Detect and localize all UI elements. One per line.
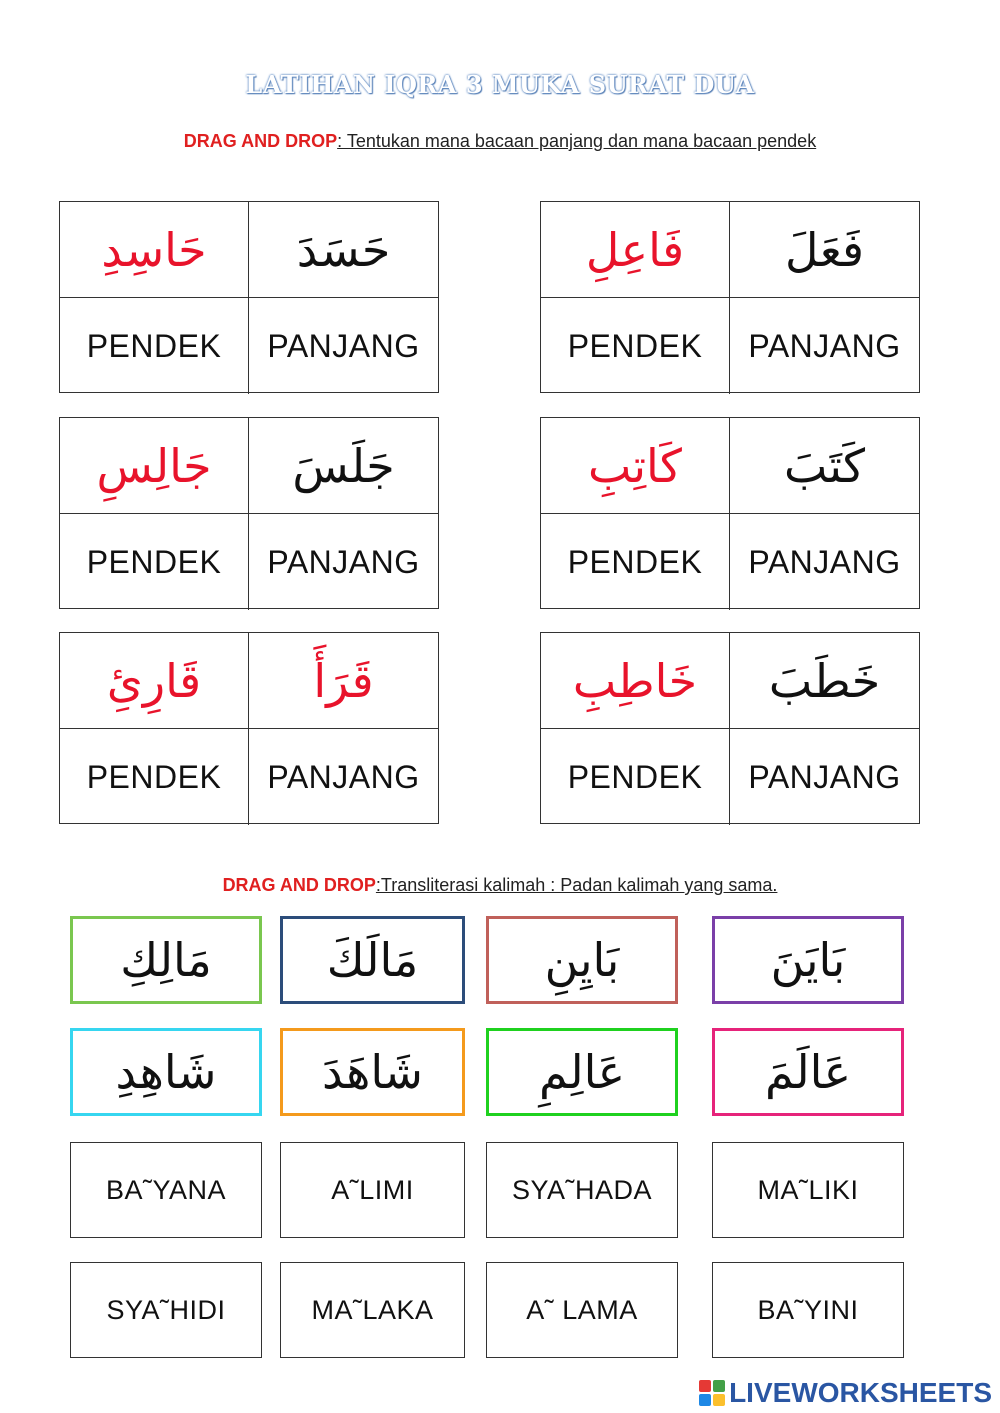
- logo-square: [713, 1394, 725, 1406]
- arabic-word: قَارِئِ: [106, 653, 202, 708]
- label-text[interactable]: PENDEK: [86, 758, 222, 795]
- arabic-word: مَالَكَ: [326, 933, 419, 987]
- transliteration-card[interactable]: [486, 1262, 678, 1358]
- word-cell-short: [249, 633, 438, 729]
- transliteration-text[interactable]: SYA˜HIDI: [106, 1294, 226, 1325]
- instruction-2: [120, 871, 880, 900]
- arabic-word: بَايِنِ: [544, 933, 620, 987]
- word-cell-long: [541, 418, 730, 514]
- brand-name: LIVEWORKSHEETS: [729, 1377, 992, 1408]
- arabic-word: فَعَلَ: [784, 222, 865, 277]
- transliteration-text[interactable]: BA˜YINI: [757, 1294, 859, 1325]
- label-text[interactable]: PENDEK: [567, 758, 703, 795]
- drop-label-panjang[interactable]: [730, 514, 919, 610]
- label-text[interactable]: PENDEK: [86, 543, 222, 580]
- word-cell-short: [730, 633, 919, 729]
- arabic-word: قَرَأَ: [313, 653, 374, 708]
- instruction-2-lead: DRAG AND DROP: [222, 875, 376, 895]
- arabic-word: جَالِسِ: [96, 438, 212, 493]
- word-cell-short: [249, 418, 438, 514]
- transliteration-card[interactable]: [70, 1262, 262, 1358]
- label-text[interactable]: PANJANG: [267, 758, 420, 795]
- transliteration-text[interactable]: SYA˜HADA: [511, 1174, 653, 1205]
- reading-pair: [540, 632, 920, 824]
- transliteration-card[interactable]: [712, 1142, 904, 1238]
- drop-label-pendek[interactable]: [541, 729, 730, 825]
- reading-pair: [540, 417, 920, 609]
- word-cell-long: [541, 202, 730, 298]
- logo-square: [713, 1380, 725, 1392]
- label-text[interactable]: PANJANG: [748, 543, 901, 580]
- word-cell-long: [541, 633, 730, 729]
- word-cell-long: [60, 633, 249, 729]
- transliteration-card[interactable]: [70, 1142, 262, 1238]
- label-text[interactable]: PANJANG: [267, 327, 420, 364]
- word-card: [70, 916, 262, 1004]
- instruction-2-text: :Transliterasi kalimah : Padan kalimah yang sama.: [375, 875, 778, 895]
- drop-label-panjang[interactable]: [730, 298, 919, 394]
- word-cell-long: [60, 418, 249, 514]
- label-text[interactable]: PANJANG: [267, 543, 420, 580]
- arabic-word: كَتَبَ: [784, 438, 865, 493]
- arabic-word: عَالَمَ: [764, 1045, 852, 1099]
- label-text[interactable]: PANJANG: [748, 327, 901, 364]
- arabic-word: بَايَنَ: [770, 933, 846, 987]
- transliteration-text[interactable]: A˜LIMI: [331, 1174, 414, 1205]
- reading-pair: [59, 201, 439, 393]
- word-card: [712, 916, 904, 1004]
- drop-label-pendek[interactable]: [60, 514, 249, 610]
- word-card: [70, 1028, 262, 1116]
- page-title: LATIHAN IQRA 3 MUKA SURAT DUA: [245, 70, 755, 99]
- transliteration-card[interactable]: [280, 1262, 465, 1358]
- arabic-word: شَاهَدَ: [322, 1045, 423, 1099]
- instruction-1: [120, 127, 880, 156]
- label-text[interactable]: PANJANG: [748, 758, 901, 795]
- transliteration-text[interactable]: MA˜LIKI: [757, 1174, 859, 1205]
- word-card: [486, 916, 678, 1004]
- logo-square: [699, 1380, 711, 1392]
- instruction-1-text: : Tentukan mana bacaan panjang dan mana bacaan pendek: [337, 131, 817, 151]
- arabic-word: مَالِكِ: [120, 933, 212, 987]
- label-text[interactable]: PENDEK: [86, 327, 222, 364]
- label-text[interactable]: PENDEK: [567, 327, 703, 364]
- reading-pair: [59, 417, 439, 609]
- arabic-word: خَطَبَ: [768, 653, 881, 708]
- arabic-word: شَاهِدِ: [115, 1045, 217, 1099]
- transliteration-card[interactable]: [486, 1142, 678, 1238]
- transliteration-card[interactable]: [712, 1262, 904, 1358]
- arabic-word: جَلَسَ: [292, 438, 395, 493]
- arabic-word: عَالِمِ: [538, 1045, 626, 1099]
- logo-square: [699, 1394, 711, 1406]
- word-cell-long: [60, 202, 249, 298]
- drop-label-panjang[interactable]: [249, 729, 438, 825]
- word-cell-short: [730, 418, 919, 514]
- drop-label-panjang[interactable]: [249, 514, 438, 610]
- word-card: [486, 1028, 678, 1116]
- liveworksheets-icon: [699, 1380, 725, 1406]
- drop-label-pendek[interactable]: [541, 514, 730, 610]
- drop-label-panjang[interactable]: [249, 298, 438, 394]
- instruction-1-lead: DRAG AND DROP: [183, 131, 338, 151]
- reading-pair: [540, 201, 920, 393]
- word-cell-short: [249, 202, 438, 298]
- arabic-word: حَاسِدِ: [101, 222, 207, 277]
- arabic-word: حَسَدَ: [296, 222, 391, 277]
- word-card: [280, 916, 465, 1004]
- arabic-word: خَاطِبِ: [572, 653, 698, 708]
- reading-pair: [59, 632, 439, 824]
- transliteration-text[interactable]: MA˜LAKA: [311, 1294, 434, 1325]
- transliteration-text[interactable]: BA˜YANA: [105, 1174, 227, 1205]
- drop-label-panjang[interactable]: [730, 729, 919, 825]
- transliteration-text[interactable]: A˜ LAMA: [526, 1294, 638, 1325]
- arabic-word: فَاعِلِ: [585, 222, 685, 277]
- drop-label-pendek[interactable]: [60, 298, 249, 394]
- word-card: [280, 1028, 465, 1116]
- label-text[interactable]: PENDEK: [567, 543, 703, 580]
- word-cell-short: [730, 202, 919, 298]
- liveworksheets-logo: [699, 1377, 992, 1409]
- transliteration-card[interactable]: [280, 1142, 465, 1238]
- arabic-word: كَاتِبِ: [588, 438, 682, 493]
- drop-label-pendek[interactable]: [541, 298, 730, 394]
- word-card: [712, 1028, 904, 1116]
- drop-label-pendek[interactable]: [60, 729, 249, 825]
